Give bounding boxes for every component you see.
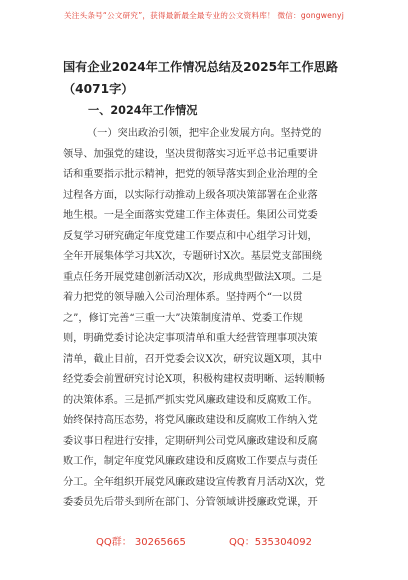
body-line: 地生根。一是全面落实党建工作主体责任。集团公司党委 [63, 210, 318, 221]
body-line: 经党委会前置研究讨论X项，积极构建权责明晰、运转顺畅 [63, 374, 325, 385]
section-heading: 一、2024年工作情况 [88, 104, 198, 117]
body-line: 重点任务开展党建创新活动X次，形成典型做法X项。二是 [63, 271, 323, 283]
body-line: 委委员先后带头到所在部门、分管领域讲授廉政党课，开 [63, 497, 318, 508]
body-line: 始终保持高压态势，将党风廉政建设和反腐败工作纳入党 [63, 415, 318, 426]
body-line: 的决策体系。三是抓严抓实党风廉政建设和反腐败工作。 [63, 394, 318, 406]
document-title: 国有企业2024年工作情况总结及2025年工作思路（4071字） [63, 60, 339, 96]
body-line: 过程各方面，以实际行动推动上级各项决策部署在企业落 [63, 189, 318, 201]
body-line: 委议事日程进行安排，定期研判公司党风廉政建设和反腐 [63, 435, 318, 447]
body-line: 之”，修订完善“三重一大”决策制度清单、党委工作规 [63, 312, 303, 324]
qq-number: QQ：535304092 [229, 537, 313, 548]
body-line: 领导、加强党的建设，坚决贯彻落实习近平总书记重要讲 [63, 148, 318, 160]
body-line: 全年开展集体学习共X次，专题研讨X次。基层党支部围绕 [63, 251, 323, 262]
body-line: 反复学习研究确定年度党建工作要点和中心组学习计划， [63, 230, 318, 242]
body-line: （一）突出政治引领，把牢企业发展方向。坚持党的 [87, 128, 322, 139]
body-line: 清单，截止目前，召开党委会议X次，研究议题X项，其中 [63, 353, 323, 365]
qq-group-number: QQ群： 30265665 [95, 537, 186, 548]
body-line: 着力把党的领导融入公司治理体系。坚持两个“一以贯 [63, 292, 303, 303]
header-banner: 关注头条号“公文研究”，获得最新最全最专业的公文资料库！ 微信：gongwenyj [63, 11, 345, 20]
body-text [63, 124, 357, 514]
body-line: 则，明确党委讨论决定事项清单和重大经营管理事项决策 [63, 333, 318, 344]
body-line: 败工作，制定年度党风廉政建设和反腐败工作要点与责任 [63, 456, 318, 467]
footer-contact [0, 533, 408, 548]
body-line: 分工。全年组织开展党风廉政建设宣传教育月活动X次，党 [63, 476, 325, 488]
body-line: 话和重要指示批示精神，把党的领导落实到企业治理的全 [63, 169, 318, 180]
